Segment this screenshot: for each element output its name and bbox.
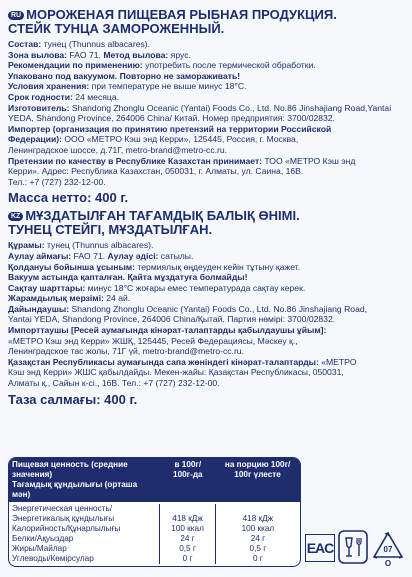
recycle-07-icon (370, 530, 406, 568)
ru-title-line-2: СТЕЙК ТУНЦА ЗАМОРОЖЕННЫЙ. (8, 20, 225, 36)
ru-catch-zone: Зона вылова: FAO 71. Метод вылова: ярус. (8, 49, 191, 60)
kz-vacuum-note: Вакуум астында қапталған. Қайта мұздатуға болмайды! (8, 272, 248, 283)
kz-importer: Импорттаушы [Ресей аумағында кінәрат-талаптарды қабылдаушы ұйым]: «МЕТРО Кэш энд Керри» ЖШҚ, 125445, Ресей Федерациясы, Мәскеу қ., Ленинградское тас жолы, 71Г үй, metro-brand@metro-cc.ru. (8, 325, 327, 357)
recycle-code: 07 (383, 545, 393, 554)
nutrition-value: 100 ккал (241, 524, 275, 533)
recycle-subcode: О (384, 559, 392, 568)
kz-shelf-life: Жарамдылық мерзімі: 24 ай. (8, 293, 131, 304)
kz-composition: Құрамы: тунец (Thunnus albacares). (8, 240, 154, 251)
ru-importer: Импортер (организация по принятию претензий на территории Российской Федерации): ООО «МЕТРО Кэш энд Керри», 125445, Россия, г. Москва, Ленинградское шоссе, д.71Г, metro-brand@metro-cc.ru. (8, 123, 332, 155)
ru-vacuum-note: Упаковано под вакуумом. Повторно не замораживать! (8, 70, 241, 81)
nutrition-row-label: Калорийность/Құнарлылығы (12, 524, 121, 533)
nutrition-value (219, 504, 297, 514)
kz-claims: Қазақстан Республикасы аумағында сапа жөніндегі кінәрат-талаптарды: «МЕТРО Кэш энд Керри» ЖШС қабылдайды. Мекен-жайы: Қазақстан Республикасы, 050031, Алматы қ., Сайын к-сі., 16В. Тел.: +7 (727) 232-12-00. (8, 356, 357, 389)
kz-title-line-1: МҰЗДАТЫЛҒАН ТАҒАМДЫҚ БАЛЫҚ ӨНІМІ. (25, 208, 300, 224)
nutrition-row-label: Энергетикалық құндылығы (12, 514, 115, 523)
kz-net-weight: Таза салмағы: 400 г. (8, 391, 138, 407)
nutrition-labels-column (9, 504, 160, 564)
ru-shelf-life: Срок годности: 24 месяца. (8, 91, 119, 102)
nutrition-value: 0,5 г (249, 544, 267, 553)
nutrition-per-portion-column (216, 504, 300, 564)
ru-recommendations: Рекомендации по применению: употребить после термической обработки. (8, 60, 316, 71)
ru-kz-claims: Претензии по качеству в Республике Казахстан принимает: ТОО «МЕТРО Кэш энд Керри». Адрес: Республика Казахстан, 050031, г. Алматы, ул. Саина, 16В. Тел.: +7 (727) 232-12-00. (8, 155, 356, 187)
eac-mark-icon: EAC (305, 534, 335, 562)
nutrition-row-label: Углеводы/Көмірсулар (12, 554, 94, 563)
nutrition-header-label: Пищевая ценность (средние значения) Тағамдық құндылығы (орташа мән) (12, 460, 138, 499)
ru-storage: Условия хранения: при температуре не выше минус 18°С. (8, 81, 247, 92)
nutrition-row-label: Жиры/Майлар (12, 544, 67, 553)
nutrition-value: 0,5 г (179, 544, 196, 553)
nutrition-value: 24 г (180, 534, 195, 543)
nutrition-per-100g-column (160, 504, 215, 564)
nutrition-value: 418 кДж (172, 514, 203, 523)
kz-catch-zone: Аулау аймағы: FAO 71. Аулау әдісі: сатылы. (8, 250, 194, 261)
nutrition-table-header (9, 458, 300, 502)
nutrition-value: 418 кДж (242, 514, 274, 523)
kz-recommendations: Қолдануы бойынша ұсыным: термиялық өңдеуден кейін тұтыну қажет. (8, 261, 301, 272)
nutrition-value (163, 504, 211, 514)
nutrition-value: 0 г (182, 554, 193, 563)
nutrition-table-body (9, 502, 300, 566)
glass-fork-food-safe-icon (338, 530, 368, 564)
ru-title-line-1: МОРОЖЕНАЯ ПИЩЕВАЯ РЫБНАЯ ПРОДУКЦИЯ. (26, 7, 337, 22)
ru-manufacturer: Изготовитель: Shandong Zhonglu Oceanic (Yantai) Foods Co., Ltd. No.86 Jinshajiang Road,Yantai YEDA, Shandong Province, 264006 China/ Китай. Номер предприятия: 3700/02832. (8, 102, 392, 124)
ru-net-weight: Масса нетто: 400 г. (8, 190, 129, 206)
kz-storage: Сақтау шарттары: минус 18°С жоғары емес температурада сақтау керек. (8, 282, 306, 293)
kz-manufacturer: Дайындаушы: Shandong Zhonglu Oceanic (Yantai) Foods Co., Ltd. No.86 Jinshajiang Road, Yantai YEDA, Shandong Province, 264006 China/Қытай. Партия нөмірі: 3700/02832. (8, 303, 368, 325)
kz-title (8, 209, 404, 236)
nutrition-header-per-100g: в 100г/ 100г-да (173, 460, 203, 479)
nutrition-header-per-portion: на порцию 100г/ 100г үлесте (224, 460, 291, 479)
product-label (8, 8, 404, 411)
nutrition-row-label: Белки/Ақуыздар (12, 534, 74, 543)
nutrition-value: 24 г (250, 534, 266, 543)
nutrition-value: 100 ккал (171, 524, 204, 533)
ru-composition: Состав: тунец (Thunnus albacares). (8, 39, 151, 49)
nutrition-table (8, 457, 301, 567)
nutrition-row-label: Энергетическая ценность/ (12, 504, 112, 513)
kz-language-badge: KZ (8, 212, 23, 221)
ru-title (8, 8, 404, 35)
kz-title-line-2: ТУНЕЦ СТЕЙГІ, МҰЗДАТЫЛҒАН. (8, 221, 213, 237)
nutrition-value: 0 г (252, 554, 263, 563)
ru-language-badge: RU (8, 11, 24, 20)
